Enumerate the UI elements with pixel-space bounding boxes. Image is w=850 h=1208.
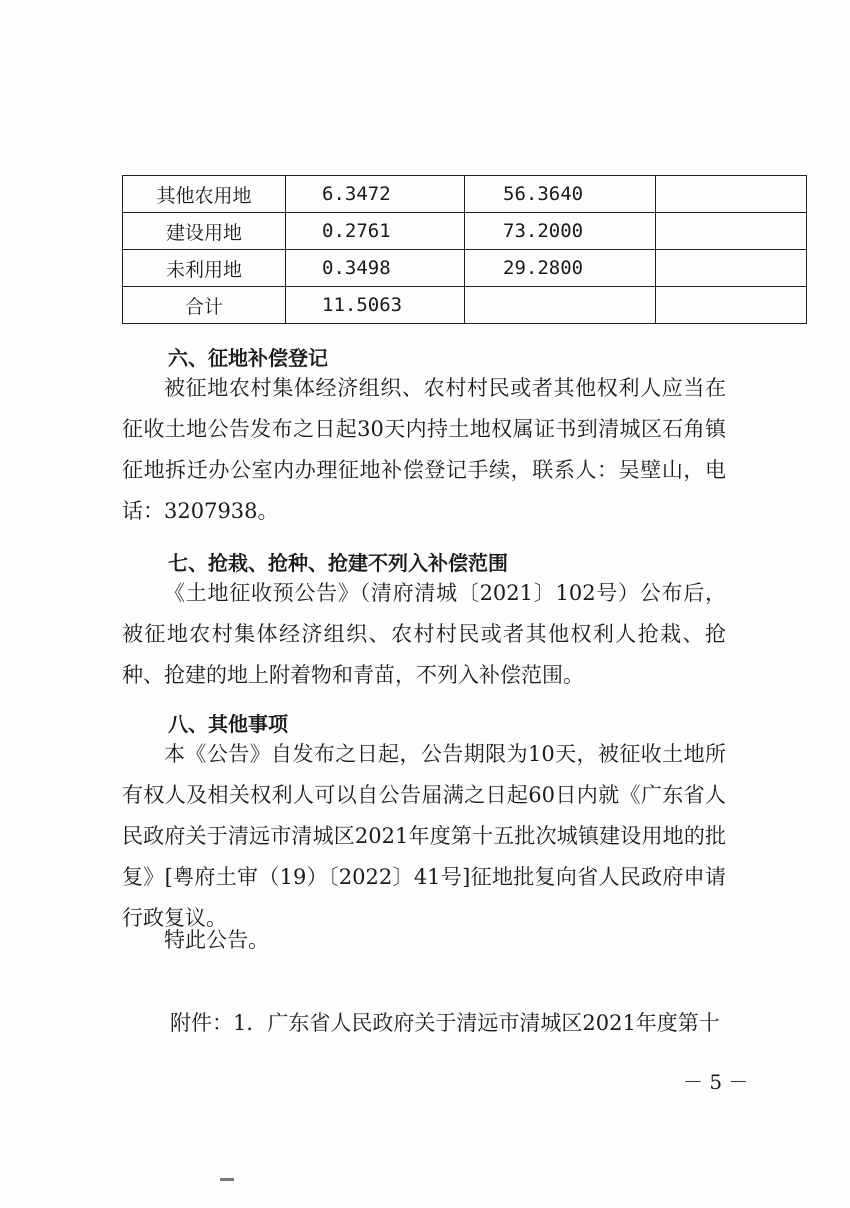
extra-cell	[656, 213, 807, 250]
closing-text: 特此公告。	[164, 928, 269, 952]
land-type-cell: 建设用地	[123, 213, 286, 250]
table-row	[123, 287, 807, 324]
value-cell: 29.2800	[465, 250, 656, 287]
section-8-heading: 八、其他事项	[168, 712, 288, 736]
area-cell: 0.2761	[286, 213, 465, 250]
area-cell: 11.5063	[286, 287, 465, 324]
section-6-body: 被征地农村集体经济组织、农村村民或者其他权利人应当在征收土地公告发布之日起30天内持土地权属证书到清城区石角镇征地拆迁办公室内办理征地补偿登记手续，联系人：吴壁山，电话：3207938。	[122, 376, 726, 523]
land-type-cell: 未利用地	[123, 250, 286, 287]
table-row	[123, 250, 807, 287]
area-cell: 6.3472	[286, 176, 465, 213]
table-row	[123, 213, 807, 250]
section-7-body: 《土地征收预公告》（清府清城〔2021〕102号）公布后，被征地农村集体经济组织、农村村民或者其他权利人抢栽、抢种、抢建的地上附着物和青苗，不列入补偿范围。	[122, 581, 726, 687]
scan-mark	[220, 1178, 234, 1181]
extra-cell	[656, 250, 807, 287]
section-8-body: 本《公告》自发布之日起，公告期限为10天，被征收土地所有权人及相关权利人可以自公告届满之日起60日内就《广东省人民政府关于清远市清城区2021年度第十五批次城镇建设用地的批复》[粤府土审（19）〔2022〕41号]征地批复向省人民政府申请行政复议。	[122, 742, 726, 930]
value-cell	[465, 287, 656, 324]
value-cell: 56.3640	[465, 176, 656, 213]
value-cell: 73.2000	[465, 213, 656, 250]
land-type-cell: 其他农用地	[123, 176, 286, 213]
area-cell: 0.3498	[286, 250, 465, 287]
attachment-line: 附件：1．广东省人民政府关于清远市清城区2021年度第十	[170, 1011, 720, 1035]
section-7-heading: 七、抢栽、抢种、抢建不列入补偿范围	[168, 551, 508, 575]
page-number: － 5 －	[683, 1070, 749, 1094]
land-type-cell: 合计	[123, 287, 286, 324]
table-row	[123, 176, 807, 213]
extra-cell	[656, 176, 807, 213]
section-6-heading: 六、征地补偿登记	[168, 346, 328, 370]
land-table	[122, 175, 807, 324]
extra-cell	[656, 287, 807, 324]
